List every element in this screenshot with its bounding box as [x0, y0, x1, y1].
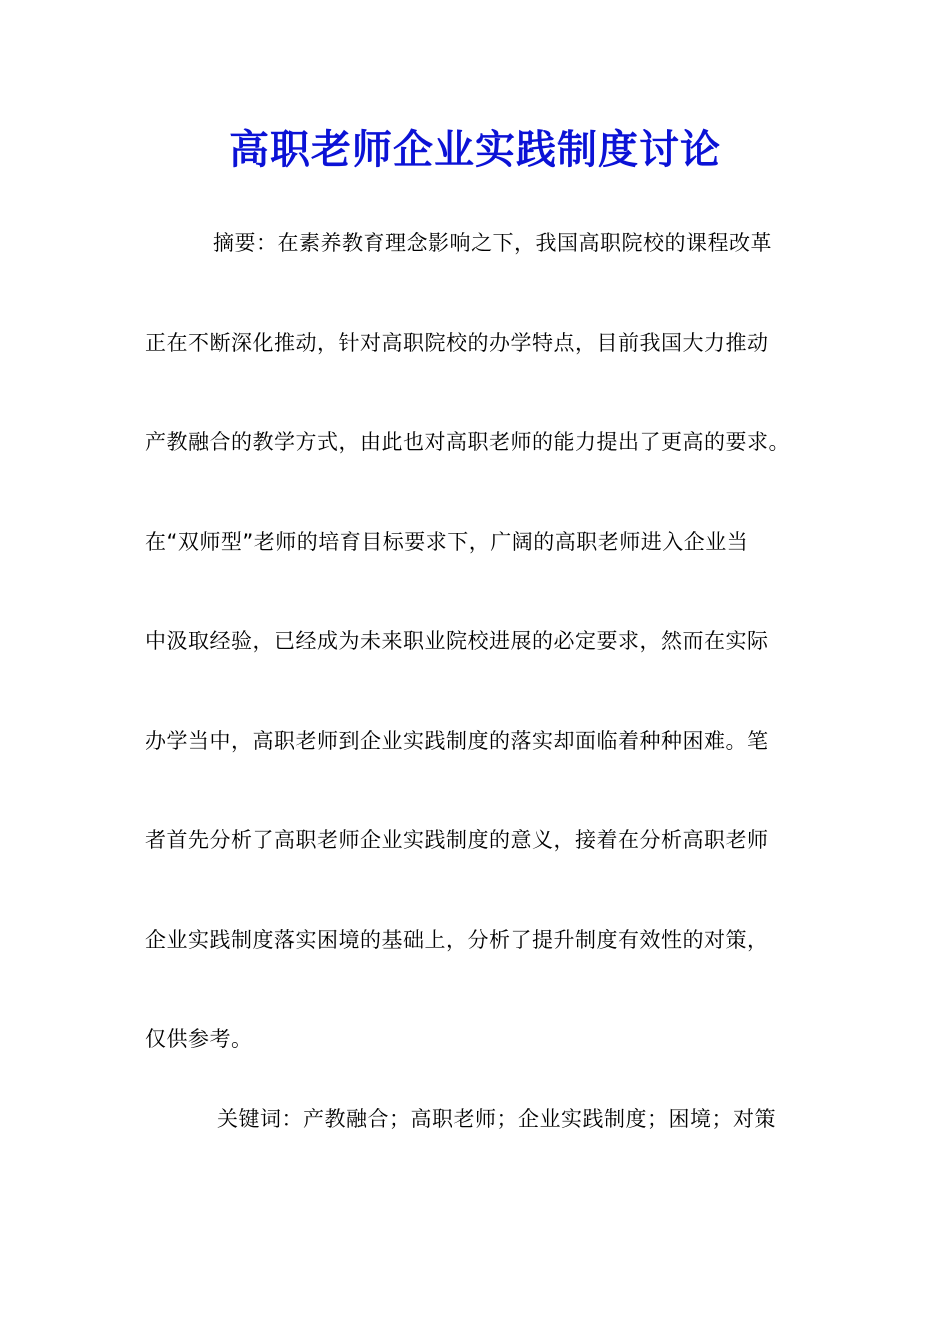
abstract-line: 者首先分析了高职老师企业实践制度的意义，接着在分析高职老师	[145, 828, 769, 852]
abstract-line: 企业实践制度落实困境的基础上，分析了提升制度有效性的对策，	[145, 927, 769, 952]
abstract-line: 仅供参考。	[145, 1027, 253, 1051]
abstract-section	[145, 225, 810, 1121]
document-title: 高职老师企业实践制度讨论	[229, 126, 721, 173]
abstract-line: 正在不断深化推动，针对高职院校的办学特点，目前我国大力推动	[145, 330, 769, 355]
abstract-line: 产教融合的教学方式，由此也对高职老师的能力提出了更高的要求。	[145, 430, 790, 454]
abstract-line: 在“双师型”老师的培育目标要求下，广阔的高职老师进入企业当	[145, 529, 749, 554]
abstract-line: 中汲取经验，已经成为未来职业院校进展的必定要求，然而在实际	[145, 629, 769, 653]
keywords-line: 关键词：产教融合；高职老师；企业实践制度；困境；对策	[217, 1107, 776, 1131]
abstract-line: 摘要：在素养教育理念影响之下，我国高职院校的课程改革	[213, 231, 772, 255]
abstract-line: 办学当中，高职老师到企业实践制度的落实却面临着种种困难。笔	[145, 728, 769, 753]
